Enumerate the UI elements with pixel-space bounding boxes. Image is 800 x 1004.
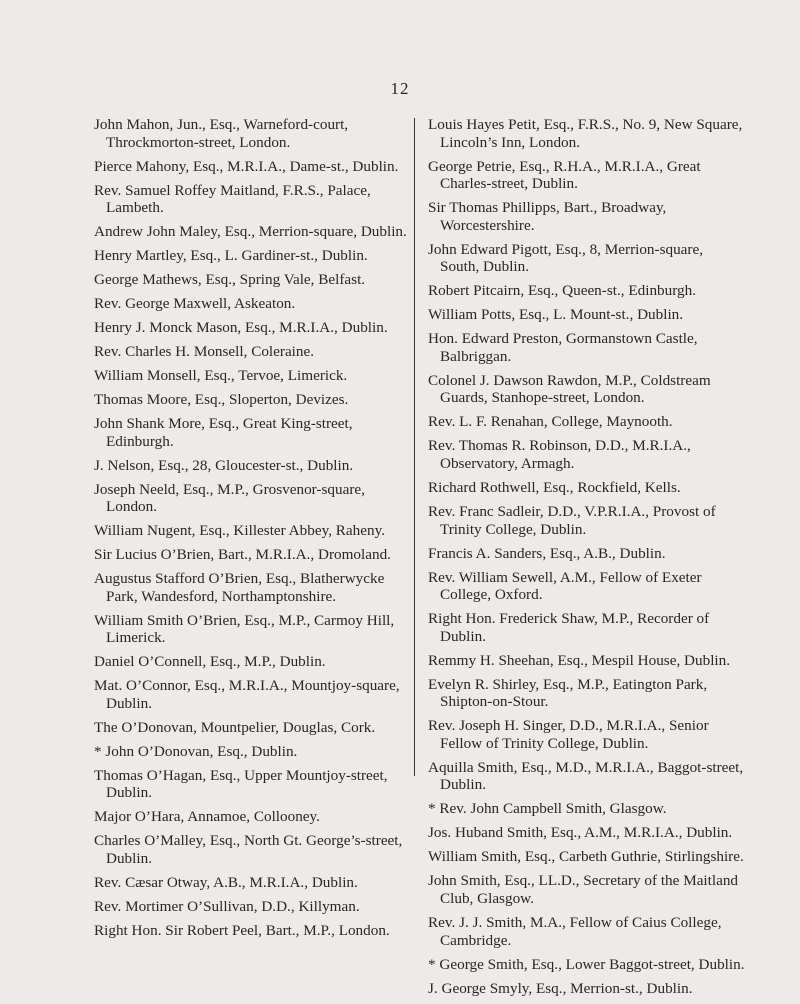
- list-entry: Charles O’Malley, Esq., North Gt. George’s-street, Dublin.: [94, 832, 403, 867]
- list-entry: Augustus Stafford O’Brien, Esq., Blatherwycke Park, Wandesford, Northamptonshire.: [94, 570, 385, 605]
- list-entry: John Shank More, Esq., Great King-street, Edinburgh.: [94, 415, 353, 450]
- list-entry: Francis A. Sanders, Esq., A.B., Dublin.: [428, 544, 666, 562]
- list-entry: Rev. Cæsar Otway, A.B., M.R.I.A., Dublin.: [94, 873, 358, 891]
- list-entry: George Mathews, Esq., Spring Vale, Belfast.: [94, 271, 366, 289]
- list-entry: * Rev. John Campbell Smith, Glasgow.: [428, 800, 667, 818]
- list-entry: Rev. L. F. Renahan, College, Maynooth.: [428, 413, 673, 431]
- list-entry: George Petrie, Esq., R.H.A., M.R.I.A., Great Charles-street, Dublin.: [428, 157, 701, 193]
- list-entry: Robert Pitcairn, Esq., Queen-st., Edinburgh.: [428, 282, 696, 300]
- list-entry: Rev. J. J. Smith, M.A., Fellow of Caius College, Cambridge.: [428, 913, 722, 949]
- list-entry: Major O’Hara, Annamoe, Collooney.: [94, 808, 320, 826]
- list-entry: Right Hon. Sir Robert Peel, Bart., M.P., London.: [94, 921, 390, 939]
- list-entry: John Smith, Esq., LL.D., Secretary of the Maitland Club, Glasgow.: [428, 872, 739, 907]
- list-entry: Remmy H. Sheehan, Esq., Mespil House, Dublin.: [428, 651, 731, 669]
- list-entry: J. George Smyly, Esq., Merrion-st., Dublin.: [428, 979, 693, 997]
- list-entry: Thomas Moore, Esq., Sloperton, Devizes.: [94, 391, 349, 409]
- list-entry: Rev. Joseph H. Singer, D.D., M.R.I.A., Senior Fellow of Trinity College, Dublin.: [428, 717, 709, 752]
- list-entry: Rev. Mortimer O’Sullivan, D.D., Killyman.: [94, 897, 360, 915]
- list-entry: Sir Thomas Phillipps, Bart., Broadway, Worcestershire.: [428, 199, 667, 234]
- list-entry: Andrew John Maley, Esq., Merrion-square, Dublin.: [94, 223, 407, 241]
- list-entry: Louis Hayes Petit, Esq., F.R.S., No. 9, New Square, Lincoln’s Inn, London.: [428, 116, 743, 151]
- list-entry: * George Smith, Esq., Lower Baggot-street, Dublin.: [428, 955, 745, 973]
- list-entry: Rev. George Maxwell, Askeaton.: [94, 295, 296, 313]
- list-entry: Henry Martley, Esq., L. Gardiner-st., Dublin.: [94, 247, 368, 265]
- column-divider: [414, 118, 415, 776]
- list-entry: Aquilla Smith, Esq., M.D., M.R.I.A., Baggot-street, Dublin.: [428, 758, 744, 794]
- right-column: [428, 116, 746, 1004]
- list-entry: Henry J. Monck Mason, Esq., M.R.I.A., Dublin.: [94, 319, 388, 337]
- page-number: 12: [390, 79, 410, 98]
- list-entry: Rev. Franc Sadleir, D.D., V.P.R.I.A., Provost of Trinity College, Dublin.: [428, 502, 716, 538]
- list-entry: William Nugent, Esq., Killester Abbey, Raheny.: [94, 522, 385, 540]
- list-entry: Rev. Samuel Roffey Maitland, F.R.S., Palace, Lambeth.: [94, 181, 371, 217]
- list-entry: Hon. Edward Preston, Gormanstown Castle, Balbriggan.: [428, 330, 698, 365]
- list-entry: John Mahon, Jun., Esq., Warneford-court, Throckmorton-street, London.: [94, 116, 349, 151]
- list-entry: Jos. Huband Smith, Esq., A.M., M.R.I.A., Dublin.: [428, 824, 733, 842]
- list-entry: William Smith O’Brien, Esq., M.P., Carmoy Hill, Limerick.: [94, 611, 395, 647]
- list-entry: J. Nelson, Esq., 28, Gloucester-st., Dublin.: [94, 456, 354, 474]
- list-entry: William Smith, Esq., Carbeth Guthrie, Stirlingshire.: [428, 848, 744, 866]
- list-entry: Joseph Neeld, Esq., M.P., Grosvenor-square, London.: [94, 480, 365, 516]
- list-entry: Rev. Thomas R. Robinson, D.D., M.R.I.A., Observatory, Armagh.: [428, 437, 691, 473]
- left-column: [94, 116, 414, 946]
- list-entry: Colonel J. Dawson Rawdon, M.P., Coldstream Guards, Stanhope-street, London.: [428, 371, 711, 407]
- list-entry: John Edward Pigott, Esq., 8, Merrion-square, South, Dublin.: [428, 240, 704, 276]
- list-entry: Thomas O’Hagan, Esq., Upper Mountjoy-street, Dublin.: [94, 766, 388, 802]
- list-entry: Daniel O’Connell, Esq., M.P., Dublin.: [94, 653, 326, 671]
- list-entry: Sir Lucius O’Brien, Bart., M.R.I.A., Dromoland.: [94, 546, 391, 564]
- list-entry: William Potts, Esq., L. Mount-st., Dublin.: [428, 306, 684, 324]
- list-entry: Right Hon. Frederick Shaw, M.P., Recorder of Dublin.: [428, 610, 710, 645]
- list-entry: Mat. O’Connor, Esq., M.R.I.A., Mountjoy-square, Dublin.: [94, 677, 400, 712]
- list-entry: Richard Rothwell, Esq., Rockfield, Kells.: [428, 479, 681, 496]
- list-entry: Pierce Mahony, Esq., M.R.I.A., Dame-st., Dublin.: [94, 157, 399, 175]
- list-entry: The O’Donovan, Mountpelier, Douglas, Cork.: [94, 718, 376, 736]
- list-entry: Evelyn R. Shirley, Esq., M.P., Eatington Park, Shipton-on-Stour.: [428, 675, 708, 711]
- list-entry: Rev. Charles H. Monsell, Coleraine.: [94, 343, 315, 361]
- list-entry: William Monsell, Esq., Tervoe, Limerick.: [94, 367, 348, 385]
- list-entry: Rev. William Sewell, A.M., Fellow of Exeter College, Oxford.: [428, 568, 702, 604]
- list-entry: * John O’Donovan, Esq., Dublin.: [94, 742, 298, 760]
